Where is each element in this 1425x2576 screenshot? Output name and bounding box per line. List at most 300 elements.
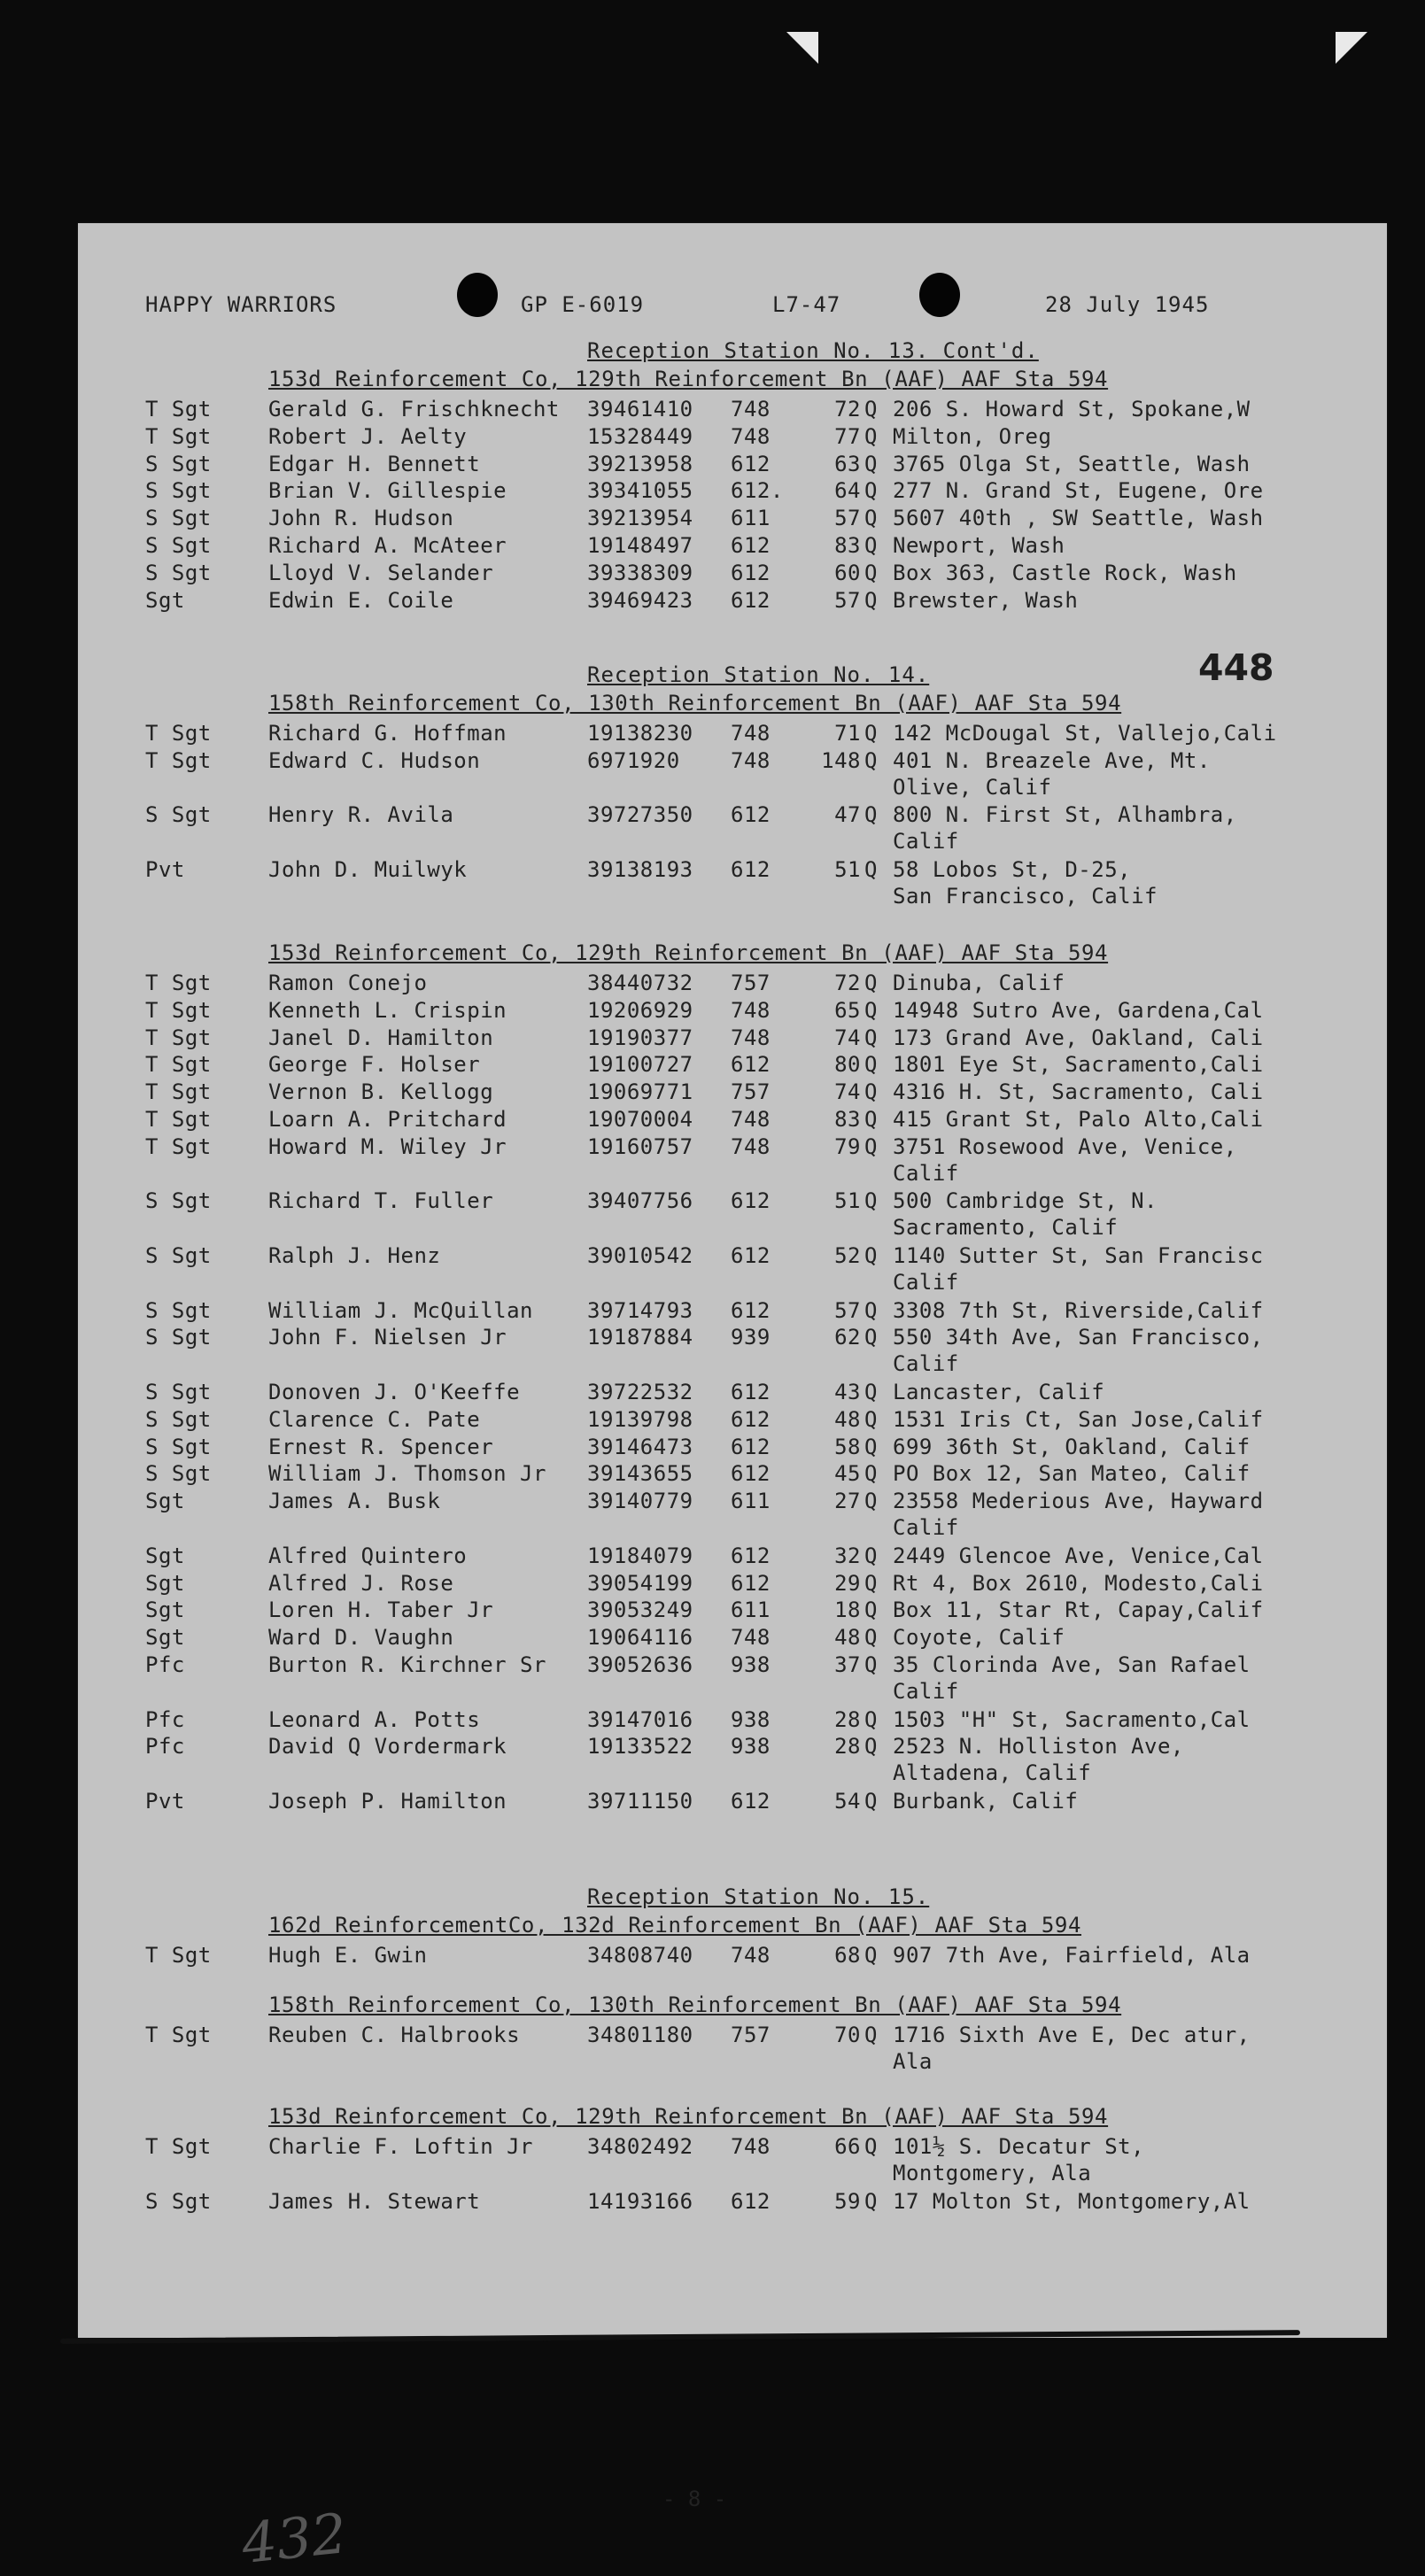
mos-cell: 938 bbox=[731, 1734, 771, 1760]
rank-cell: T Sgt bbox=[145, 971, 212, 995]
mos-cell: 757 bbox=[731, 2023, 771, 2047]
rank-cell: S Sgt bbox=[145, 506, 212, 531]
name-cell: Hugh E. Gwin bbox=[268, 1943, 428, 1968]
rank-cell: Sgt bbox=[145, 1489, 185, 1514]
name-cell: John F. Nielsen Jr bbox=[268, 1325, 507, 1350]
points-cell: 28 bbox=[834, 1706, 861, 1732]
roster-row bbox=[78, 1623, 1387, 1652]
mos-cell: 612 bbox=[731, 1434, 771, 1459]
roster-row bbox=[78, 531, 1387, 560]
points-cell: 51 bbox=[834, 857, 861, 882]
address-cell: 5607 40th , SW Seattle, Wash bbox=[893, 506, 1264, 531]
serial-number-cell: 39338309 bbox=[587, 560, 693, 585]
address-continuation: Calif bbox=[893, 1270, 959, 1295]
address-continuation: Calif bbox=[893, 1160, 959, 1186]
name-cell: Janel D. Hamilton bbox=[268, 1025, 494, 1050]
address-cell: PO Box 12, San Mateo, Calif bbox=[893, 1461, 1251, 1487]
serial-number-cell: 34801180 bbox=[587, 2023, 693, 2047]
points-cell: 77 bbox=[834, 423, 861, 449]
code-cell: Q bbox=[864, 506, 878, 531]
address-continuation: Ala bbox=[893, 2049, 933, 2074]
address-cell: Box 363, Castle Rock, Wash bbox=[893, 560, 1237, 585]
serial-number-cell: 34802492 bbox=[587, 2134, 693, 2159]
roster-row bbox=[78, 395, 1387, 423]
address-cell: 415 Grant St, Palo Alto,Cali bbox=[893, 1107, 1264, 1132]
mos-cell: 612 bbox=[731, 1297, 771, 1323]
mos-cell: 748 bbox=[731, 1133, 771, 1159]
serial-number-cell: 19070004 bbox=[587, 1107, 693, 1132]
code-cell: Q bbox=[864, 1652, 878, 1677]
address-cell: Burbank, Calif bbox=[893, 1789, 1079, 1814]
serial-number-cell: 39053249 bbox=[587, 1597, 693, 1623]
address-continuation: San Francisco, Calif bbox=[893, 884, 1158, 909]
rank-cell: T Sgt bbox=[145, 1943, 212, 1968]
address-cell: 401 N. Breazele Ave, Mt. bbox=[893, 747, 1211, 773]
rank-cell: Pfc bbox=[145, 1706, 185, 1732]
roster-row bbox=[78, 1596, 1387, 1624]
roster-row bbox=[78, 1323, 1387, 1377]
address-cell: 699 36th St, Oakland, Calif bbox=[893, 1434, 1251, 1459]
roster-row bbox=[78, 586, 1387, 615]
mos-cell: 611 bbox=[731, 1489, 771, 1514]
points-cell: 65 bbox=[834, 997, 861, 1023]
address-cell: 907 7th Ave, Fairfield, Ala bbox=[893, 1943, 1251, 1968]
points-cell: 66 bbox=[834, 2134, 861, 2159]
serial-number-cell: 19064116 bbox=[587, 1625, 693, 1651]
name-cell: Edward C. Hudson bbox=[268, 747, 481, 773]
mos-cell: 938 bbox=[731, 1652, 771, 1677]
mos-cell: 612 bbox=[731, 1406, 771, 1432]
address-cell: 4316 H. St, Sacramento, Cali bbox=[893, 1079, 1264, 1105]
name-cell: George F. Holser bbox=[268, 1052, 481, 1078]
code-cell: Q bbox=[864, 1133, 878, 1159]
code-cell: Q bbox=[864, 397, 878, 422]
mos-cell: 612 bbox=[731, 2188, 771, 2214]
mos-cell: 611 bbox=[731, 506, 771, 531]
name-cell: Alfred J. Rose bbox=[268, 1570, 454, 1596]
name-cell: Charlie F. Loftin Jr bbox=[268, 2134, 533, 2159]
points-cell: 74 bbox=[834, 1079, 861, 1105]
serial-number-cell: 39010542 bbox=[587, 1243, 693, 1268]
name-cell: Gerald G. Frischknecht bbox=[268, 397, 560, 422]
code-cell: Q bbox=[864, 802, 878, 828]
rank-cell: Sgt bbox=[145, 1570, 185, 1596]
rank-cell: T Sgt bbox=[145, 1133, 212, 1159]
points-cell: 74 bbox=[834, 1025, 861, 1050]
points-cell: 37 bbox=[834, 1652, 861, 1677]
code-cell: Q bbox=[864, 1325, 878, 1350]
rank-cell: S Sgt bbox=[145, 560, 212, 585]
rank-cell: Sgt bbox=[145, 1625, 185, 1651]
serial-number-cell: 14193166 bbox=[587, 2188, 693, 2214]
rank-cell: Pfc bbox=[145, 1652, 185, 1677]
serial-number-cell: 19184079 bbox=[587, 1543, 693, 1568]
code-cell: Q bbox=[864, 1570, 878, 1596]
address-cell: 23558 Mederious Ave, Hayward bbox=[893, 1489, 1264, 1514]
address-cell: 1503 "H" St, Sacramento,Cal bbox=[893, 1706, 1251, 1732]
roster-row bbox=[78, 1133, 1387, 1186]
mos-cell: 612 bbox=[731, 560, 771, 585]
code-cell: Q bbox=[864, 1243, 878, 1268]
address-cell: 800 N. First St, Alhambra, bbox=[893, 802, 1237, 828]
rank-cell: T Sgt bbox=[145, 397, 212, 422]
serial-number-cell: 39469423 bbox=[587, 587, 693, 613]
code-cell: Q bbox=[864, 1734, 878, 1760]
code-cell: Q bbox=[864, 2188, 878, 2214]
rank-cell: T Sgt bbox=[145, 721, 212, 746]
rank-cell: S Sgt bbox=[145, 1434, 212, 1459]
roster-row bbox=[78, 1487, 1387, 1541]
address-cell: 35 Clorinda Ave, San Rafael bbox=[893, 1652, 1251, 1677]
points-cell: 27 bbox=[834, 1489, 861, 1514]
points-cell: 64 bbox=[834, 478, 861, 504]
roster-row bbox=[78, 1459, 1387, 1488]
rank-cell: S Sgt bbox=[145, 1380, 212, 1404]
code-cell: Q bbox=[864, 721, 878, 746]
address-cell: 14948 Sutro Ave, Gardena,Cal bbox=[893, 997, 1264, 1023]
section-title bbox=[587, 662, 929, 687]
mos-cell: 612 bbox=[731, 451, 771, 476]
film-corner-mark bbox=[786, 32, 818, 64]
address-continuation: Calif bbox=[893, 829, 959, 855]
code-cell: Q bbox=[864, 451, 878, 476]
name-cell: Ralph J. Henz bbox=[268, 1243, 441, 1268]
address-cell: 1140 Sutter St, San Francisc bbox=[893, 1243, 1264, 1268]
serial-number-cell: 19100727 bbox=[587, 1052, 693, 1078]
roster-row bbox=[78, 996, 1387, 1025]
serial-number-cell: 39138193 bbox=[587, 857, 693, 882]
header-date: 28 July 1945 bbox=[1045, 292, 1210, 317]
rank-cell: S Sgt bbox=[145, 1297, 212, 1323]
points-cell: 58 bbox=[834, 1434, 861, 1459]
roster-row bbox=[78, 1024, 1387, 1052]
address-cell: 3308 7th St, Riverside,Calif bbox=[893, 1297, 1264, 1323]
code-cell: Q bbox=[864, 1489, 878, 1514]
roster-row bbox=[78, 1078, 1387, 1106]
name-cell: Kenneth L. Crispin bbox=[268, 997, 507, 1023]
roster-row bbox=[78, 1187, 1387, 1241]
code-cell: Q bbox=[864, 747, 878, 773]
roster-row bbox=[78, 476, 1387, 505]
address-cell: Dinuba, Calif bbox=[893, 971, 1065, 995]
serial-number-cell: 39407756 bbox=[587, 1188, 693, 1214]
points-cell: 57 bbox=[834, 1297, 861, 1323]
serial-number-cell: 39213954 bbox=[587, 506, 693, 531]
section-title-text: Reception Station No. 13. Cont'd. bbox=[587, 338, 1039, 363]
address-cell: 2449 Glencoe Ave, Venice,Cal bbox=[893, 1543, 1264, 1568]
roster-row bbox=[78, 1296, 1387, 1325]
code-cell: Q bbox=[864, 1297, 878, 1323]
name-cell: Richard A. McAteer bbox=[268, 533, 507, 558]
code-cell: Q bbox=[864, 587, 878, 613]
points-cell: 148 bbox=[821, 747, 861, 773]
code-cell: Q bbox=[864, 1406, 878, 1432]
roster-row bbox=[78, 1651, 1387, 1704]
name-cell: William J. Thomson Jr bbox=[268, 1461, 546, 1487]
rank-cell: T Sgt bbox=[145, 423, 212, 449]
points-cell: 60 bbox=[834, 560, 861, 585]
code-cell: Q bbox=[864, 997, 878, 1023]
name-cell: Edwin E. Coile bbox=[268, 587, 454, 613]
rank-cell: S Sgt bbox=[145, 802, 212, 828]
mos-cell: 612 bbox=[731, 1380, 771, 1404]
code-cell: Q bbox=[864, 478, 878, 504]
name-cell: Donoven J. O'Keeffe bbox=[268, 1380, 521, 1404]
points-cell: 62 bbox=[834, 1325, 861, 1350]
mos-cell: 612 bbox=[731, 857, 771, 882]
serial-number-cell: 19139798 bbox=[587, 1406, 693, 1432]
points-cell: 71 bbox=[834, 721, 861, 746]
unit-heading: 162d ReinforcementCo, 132d Reinforcement Bn (AAF) AAF Sta 594 bbox=[268, 1913, 1082, 1938]
address-cell: 173 Grand Ave, Oakland, Cali bbox=[893, 1025, 1264, 1050]
serial-number-cell: 6971920 bbox=[587, 747, 680, 773]
roster-row bbox=[78, 422, 1387, 451]
unit-heading: 158th Reinforcement Co, 130th Reinforcement Bn (AAF) AAF Sta 594 bbox=[268, 691, 1122, 716]
rank-cell: Sgt bbox=[145, 1543, 185, 1568]
roster-row bbox=[78, 1542, 1387, 1570]
name-cell: Ramon Conejo bbox=[268, 971, 428, 995]
document-page bbox=[78, 223, 1387, 2576]
name-cell: Ernest R. Spencer bbox=[268, 1434, 494, 1459]
serial-number-cell: 39722532 bbox=[587, 1380, 693, 1404]
serial-number-cell: 39711150 bbox=[587, 1789, 693, 1814]
rank-cell: S Sgt bbox=[145, 478, 212, 504]
roster-row bbox=[78, 855, 1387, 909]
code-cell: Q bbox=[864, 560, 878, 585]
roster-row bbox=[78, 1787, 1387, 1815]
name-cell: Alfred Quintero bbox=[268, 1543, 468, 1568]
points-cell: 28 bbox=[834, 1734, 861, 1760]
header-organization: HAPPY WARRIORS bbox=[145, 292, 337, 317]
rank-cell: S Sgt bbox=[145, 451, 212, 476]
serial-number-cell: 39213958 bbox=[587, 451, 693, 476]
mos-cell: 748 bbox=[731, 423, 771, 449]
code-cell: Q bbox=[864, 1597, 878, 1623]
mos-cell: 748 bbox=[731, 397, 771, 422]
mos-cell: 612 bbox=[731, 1188, 771, 1214]
name-cell: Ward D. Vaughn bbox=[268, 1625, 454, 1651]
rank-cell: S Sgt bbox=[145, 1243, 212, 1268]
rank-cell: T Sgt bbox=[145, 2134, 212, 2159]
serial-number-cell: 39140779 bbox=[587, 1489, 693, 1514]
code-cell: Q bbox=[864, 1107, 878, 1132]
roster-row bbox=[78, 969, 1387, 997]
code-cell: Q bbox=[864, 1943, 878, 1968]
rank-cell: Pvt bbox=[145, 1789, 185, 1814]
points-cell: 48 bbox=[834, 1625, 861, 1651]
address-cell: 3751 Rosewood Ave, Venice, bbox=[893, 1133, 1237, 1159]
address-cell: 3765 Olga St, Seattle, Wash bbox=[893, 451, 1251, 476]
roster-row bbox=[78, 719, 1387, 747]
mos-cell: 612 bbox=[731, 1461, 771, 1487]
roster-row bbox=[78, 746, 1387, 800]
name-cell: Reuben C. Halbrooks bbox=[268, 2023, 521, 2047]
roster-row bbox=[78, 1569, 1387, 1597]
address-cell: 17 Molton St, Montgomery,Al bbox=[893, 2188, 1251, 2214]
serial-number-cell: 39727350 bbox=[587, 802, 693, 828]
serial-number-cell: 19190377 bbox=[587, 1025, 693, 1050]
rank-cell: Pvt bbox=[145, 857, 185, 882]
address-continuation: Calif bbox=[893, 1351, 959, 1377]
address-cell: Newport, Wash bbox=[893, 533, 1065, 558]
address-cell: Box 11, Star Rt, Capay,Calif bbox=[893, 1597, 1264, 1623]
film-corner-mark bbox=[1336, 32, 1367, 64]
address-cell: 2523 N. Holliston Ave, bbox=[893, 1734, 1184, 1760]
code-cell: Q bbox=[864, 1025, 878, 1050]
mos-cell: 748 bbox=[731, 2134, 771, 2159]
serial-number-cell: 38440732 bbox=[587, 971, 693, 995]
points-cell: 52 bbox=[834, 1243, 861, 1268]
name-cell: James A. Busk bbox=[268, 1489, 441, 1514]
unit-heading: 158th Reinforcement Co, 130th Reinforcement Bn (AAF) AAF Sta 594 bbox=[268, 1992, 1122, 2017]
serial-number-cell: 19206929 bbox=[587, 997, 693, 1023]
serial-number-cell: 19187884 bbox=[587, 1325, 693, 1350]
serial-number-cell: 39143655 bbox=[587, 1461, 693, 1487]
serial-number-cell: 19133522 bbox=[587, 1734, 693, 1760]
mos-cell: 757 bbox=[731, 1079, 771, 1105]
strike-through-mark bbox=[60, 2330, 1300, 2344]
roster-row bbox=[78, 1732, 1387, 1786]
rank-cell: S Sgt bbox=[145, 2188, 212, 2214]
points-cell: 32 bbox=[834, 1543, 861, 1568]
roster-row bbox=[78, 1378, 1387, 1406]
name-cell: Clarence C. Pate bbox=[268, 1406, 481, 1432]
name-cell: David Q Vordermark bbox=[268, 1734, 507, 1760]
address-continuation: Olive, Calif bbox=[893, 774, 1052, 800]
address-cell: 277 N. Grand St, Eugene, Ore bbox=[893, 478, 1264, 504]
rank-cell: T Sgt bbox=[145, 2023, 212, 2047]
serial-number-cell: 39147016 bbox=[587, 1706, 693, 1732]
code-cell: Q bbox=[864, 1434, 878, 1459]
mos-cell: 612 bbox=[731, 587, 771, 613]
rank-cell: T Sgt bbox=[145, 747, 212, 773]
name-cell: Richard T. Fuller bbox=[268, 1188, 494, 1214]
address-cell: 142 McDougal St, Vallejo,Cali bbox=[893, 721, 1277, 746]
mos-cell: 612. bbox=[731, 478, 784, 504]
name-cell: William J. McQuillan bbox=[268, 1297, 533, 1323]
serial-number-cell: 19160757 bbox=[587, 1133, 693, 1159]
points-cell: 70 bbox=[834, 2023, 861, 2047]
header-list-no: L7-47 bbox=[772, 292, 841, 317]
rank-cell: Pfc bbox=[145, 1734, 185, 1760]
code-cell: Q bbox=[864, 1079, 878, 1105]
section-title bbox=[587, 1884, 929, 1909]
roster-row bbox=[78, 1105, 1387, 1133]
mos-cell: 748 bbox=[731, 721, 771, 746]
roster-row bbox=[78, 2021, 1387, 2074]
roster-row bbox=[78, 504, 1387, 532]
points-cell: 72 bbox=[834, 397, 861, 422]
code-cell: Q bbox=[864, 1052, 878, 1078]
mos-cell: 748 bbox=[731, 1625, 771, 1651]
rank-cell: Sgt bbox=[145, 587, 185, 613]
name-cell: Loarn A. Pritchard bbox=[268, 1107, 507, 1132]
name-cell: Brian V. Gillespie bbox=[268, 478, 507, 504]
handwritten-note: 432 bbox=[238, 2501, 350, 2576]
code-cell: Q bbox=[864, 1789, 878, 1814]
address-cell: 206 S. Howard St, Spokane,W bbox=[893, 397, 1251, 422]
code-cell: Q bbox=[864, 2134, 878, 2159]
punch-hole bbox=[919, 273, 960, 317]
rank-cell: Sgt bbox=[145, 1597, 185, 1623]
address-cell: 1531 Iris Ct, San Jose,Calif bbox=[893, 1406, 1264, 1432]
mos-cell: 757 bbox=[731, 971, 771, 995]
mos-cell: 612 bbox=[731, 1543, 771, 1568]
roster-row bbox=[78, 1050, 1387, 1079]
points-cell: 68 bbox=[834, 1943, 861, 1968]
address-continuation: Calif bbox=[893, 1679, 959, 1704]
serial-number-cell: 34808740 bbox=[587, 1943, 693, 1968]
roster-row bbox=[78, 1405, 1387, 1434]
rank-cell: S Sgt bbox=[145, 1325, 212, 1350]
serial-number-cell: 19069771 bbox=[587, 1079, 693, 1105]
serial-number-cell: 39341055 bbox=[587, 478, 693, 504]
points-cell: 57 bbox=[834, 506, 861, 531]
roster-row bbox=[78, 1941, 1387, 1969]
points-cell: 47 bbox=[834, 802, 861, 828]
roster-row bbox=[78, 1433, 1387, 1461]
mos-cell: 748 bbox=[731, 1025, 771, 1050]
serial-number-cell: 39052636 bbox=[587, 1652, 693, 1677]
mos-cell: 748 bbox=[731, 747, 771, 773]
section-title-text: Reception Station No. 14. bbox=[587, 662, 930, 687]
address-cell: Rt 4, Box 2610, Modesto,Cali bbox=[893, 1570, 1264, 1596]
name-cell: James H. Stewart bbox=[268, 2188, 481, 2214]
code-cell: Q bbox=[864, 971, 878, 995]
address-continuation: Altadena, Calif bbox=[893, 1760, 1092, 1786]
serial-number-cell: 39146473 bbox=[587, 1434, 693, 1459]
address-cell: 550 34th Ave, San Francisco, bbox=[893, 1325, 1264, 1350]
mos-cell: 748 bbox=[731, 1107, 771, 1132]
points-cell: 54 bbox=[834, 1789, 861, 1814]
page-number: - 8 - bbox=[662, 2487, 727, 2511]
points-cell: 59 bbox=[834, 2188, 861, 2214]
points-cell: 48 bbox=[834, 1406, 861, 1432]
rank-cell: T Sgt bbox=[145, 1107, 212, 1132]
rank-cell: S Sgt bbox=[145, 533, 212, 558]
mos-cell: 612 bbox=[731, 1570, 771, 1596]
address-cell: Milton, Oreg bbox=[893, 423, 1052, 449]
name-cell: Henry R. Avila bbox=[268, 802, 454, 828]
rank-cell: T Sgt bbox=[145, 1052, 212, 1078]
name-cell: Vernon B. Kellogg bbox=[268, 1079, 494, 1105]
points-cell: 72 bbox=[834, 971, 861, 995]
code-cell: Q bbox=[864, 1543, 878, 1568]
serial-number-cell: 15328449 bbox=[587, 423, 693, 449]
name-cell: Edgar H. Bennett bbox=[268, 451, 481, 476]
points-cell: 57 bbox=[834, 587, 861, 613]
roster-row bbox=[78, 2132, 1387, 2185]
mos-cell: 939 bbox=[731, 1325, 771, 1350]
address-continuation: Montgomery, Ala bbox=[893, 2161, 1092, 2185]
address-cell: 101½ S. Decatur St, bbox=[893, 2134, 1145, 2159]
rank-cell: S Sgt bbox=[145, 1188, 212, 1214]
points-cell: 80 bbox=[834, 1052, 861, 1078]
rank-cell: S Sgt bbox=[145, 1406, 212, 1432]
address-cell: 1716 Sixth Ave E, Dec atur, bbox=[893, 2023, 1251, 2047]
roster-row bbox=[78, 1706, 1387, 1734]
name-cell: John D. Muilwyk bbox=[268, 857, 468, 882]
name-cell: Robert J. Aelty bbox=[268, 423, 468, 449]
points-cell: 79 bbox=[834, 1133, 861, 1159]
unit-heading: 153d Reinforcement Co, 129th Reinforcement Bn (AAF) AAF Sta 594 bbox=[268, 367, 1109, 391]
page-stamp: 448 bbox=[1198, 646, 1274, 689]
code-cell: Q bbox=[864, 1188, 878, 1214]
points-cell: 18 bbox=[834, 1597, 861, 1623]
points-cell: 29 bbox=[834, 1570, 861, 1596]
rank-cell: S Sgt bbox=[145, 1461, 212, 1487]
code-cell: Q bbox=[864, 533, 878, 558]
